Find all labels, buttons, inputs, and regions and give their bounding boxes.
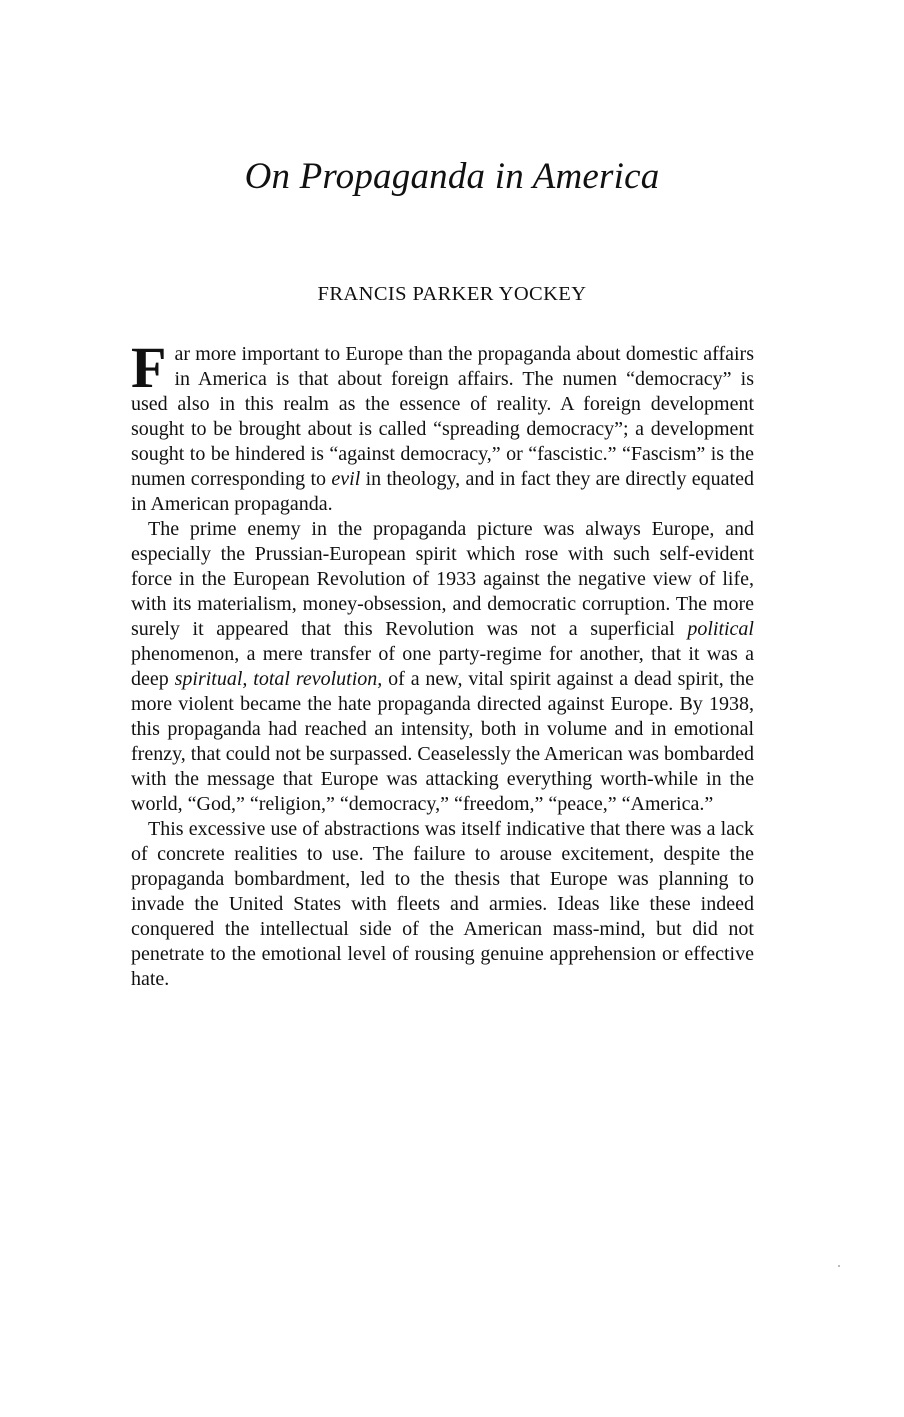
paragraph-2-text-b: phenomenon, a mere transfer of one party-regime for another, that it was a deep (131, 643, 754, 690)
paragraph-2-text-c: of a new, vital spirit against a dead spirit, the more violent became the hate propaganda directed against Europe. By 1938, this propaganda had reached an intensity, both in volume and in emotional frenzy, that could not be surpassed. Ceaselessly the American was bombarded with the message that Europe was attacking everything worth-while in the world, “God,” “religion,” “democracy,” “freedom,” “peace,” “America.” (131, 668, 754, 815)
paragraph-2-text-a: The prime enemy in the propaganda picture was always Europe, and especially the Prussian-European spirit which rose with such self-evident force in the European Revolution of 1933 against the negative view of life, with its materialism, money-obsession, and democratic corruption. The more surely it appeared that this Revolution was not a superficial (131, 518, 754, 640)
paragraph-3 (131, 817, 754, 992)
paragraph-3-text-a: This excessive use of abstractions was itself indicative that there was a lack of concrete realities to use. The failure to arouse excitement, despite the propaganda bombardment, led to the thesis that Europe was planning to invade the United States with fleets and armies. Ideas like these indeed conquered the intellectual side of the American mass-mind, but did not penetrate to the emotional level of rousing genuine apprehension or effective hate. (131, 818, 754, 990)
paragraph-2-emphasis-2: spiritual, total revolution, (174, 668, 383, 690)
page-title: On Propaganda in America (244, 156, 660, 197)
paragraph-1 (131, 335, 754, 517)
drop-cap: F (131, 335, 167, 400)
paragraph-1-emphasis: evil (331, 468, 361, 490)
article-body (131, 335, 754, 992)
paragraph-1-text-b: in theology, and in fact they are directly equated in American propaganda. (131, 468, 754, 515)
paragraph-2-emphasis-1: political (687, 618, 754, 640)
page-speck (838, 1265, 840, 1267)
paragraph-2 (131, 517, 754, 817)
author-byline: FRANCIS PARKER YOCKEY (317, 283, 587, 305)
paragraph-1-text-a: ar more important to Europe than the propaganda about domestic affairs in America is that about foreign affairs. The numen “democracy” is used also in this realm as the essence of reality. A foreign development sought to be brought about is called “spreading democracy”; a development sought to be hindered is “against democracy,” or “fascistic.” “Fascism” is the numen corresponding to (131, 343, 754, 490)
